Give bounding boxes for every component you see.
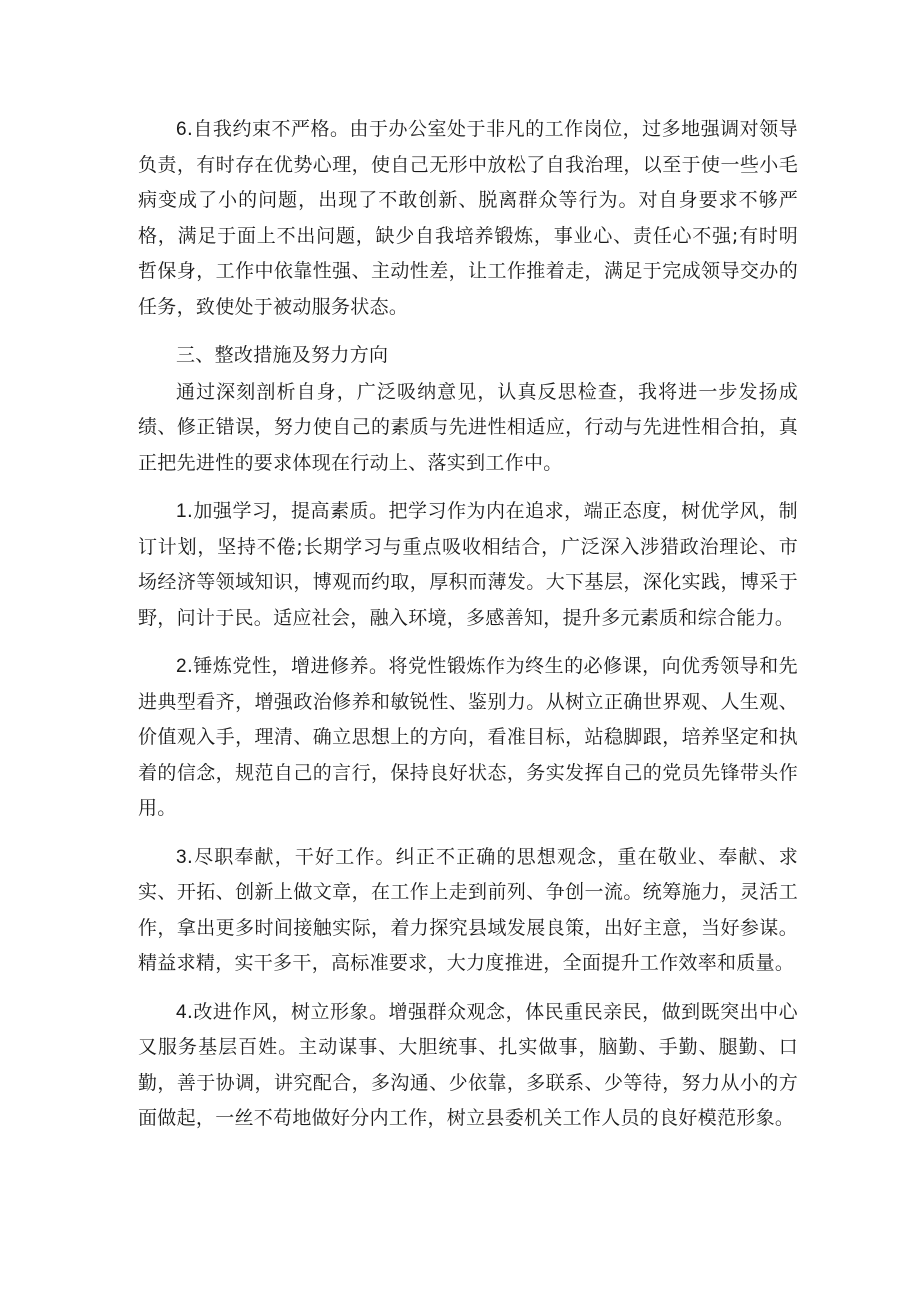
item-number: 4 xyxy=(176,1001,187,1023)
paragraph-text: .改进作风，树立形象。增强群众观念，体民重民亲民，做到既突出中心又服务基层百姓。主动谋事、大胆统事、扎实做事，脑勤、手勤、腿勤、口勤，善于协调，讲究配合，多沟通、少依靠，多联系、少等待，努力从小的方面做起，一丝不苟地做好分内工作，树立县委机关工作人员的良好模范形象。 xyxy=(138,1000,798,1129)
item-number: 6 xyxy=(176,119,187,140)
item-number: 1 xyxy=(176,501,187,522)
measure-item-2 xyxy=(138,649,798,827)
item-number: 2 xyxy=(176,656,187,677)
measure-item-4 xyxy=(138,995,798,1137)
paragraph-text: .加强学习，提高素质。把学习作为内在追求，端正态度，树优学风，制订计划，坚持不倦;长期学习与重点吸收相结合，广泛深入涉猎政治理论、市场经济等领域知识，博观而约取，厚积而薄发。大下基层，深化实践，博采于野，问计于民。适应社会，融入环境，多感善知，提升多元素质和综合能力。 xyxy=(138,500,798,629)
paragraph-text: .尽职奉献，干好工作。纠正不正确的思想观念，重在敬业、奉献、求实、开拓、创新上做文章，在工作上走到前列、争创一流。统筹施力，灵活工作，拿出更多时间接触实际，着力探究县域发展良策，出好主意，当好参谋。精益求精，实干多干，高标准要求，大力度推进，全面提升工作效率和质量。 xyxy=(138,845,798,974)
measure-item-1 xyxy=(138,494,798,636)
intro-paragraph: 通过深刻剖析自身，广泛吸纳意见，认真反思检查，我将进一步发扬成绩、修正错误，努力使自己的素质与先进性相适应，行动与先进性相合拍，真正把先进性的要求体现在行动上、落实到工作中。 xyxy=(138,380,798,474)
paragraph-text: .自我约束不严格。由于办公室处于非凡的工作岗位，过多地强调对领导负责，有时存在优势心理，使自己无形中放松了自我治理，以至于使一些小毛病变成了小的问题，出现了不敢创新、脱离群众等行为。对自身要求不够严格，满足于面上不出问题，缺少自我培养锻炼，事业心、责任心不强;有时明哲保身，工作中依靠性强、主动性差，让工作推着走，满足于完成领导交办的任务，致使处于被动服务状态。 xyxy=(138,118,798,318)
paragraph-text: .锤炼党性，增进修养。将党性锻炼作为终生的必修课，向优秀领导和先进典型看齐，增强政治修养和敏锐性、鉴别力。从树立正确世界观、人生观、价值观入手，理清、确立思想上的方向，看准目标，站稳脚跟，培养坚定和执着的信念，规范自己的言行，保持良好状态，务实发挥自己的党员先锋带头作用。 xyxy=(138,655,798,819)
document-body xyxy=(138,112,798,1150)
section-heading: 三、整改措施及努力方向 xyxy=(176,344,389,366)
measure-item-3 xyxy=(138,840,798,982)
item-number: 3 xyxy=(176,846,187,868)
paragraph-item-6 xyxy=(138,112,798,325)
